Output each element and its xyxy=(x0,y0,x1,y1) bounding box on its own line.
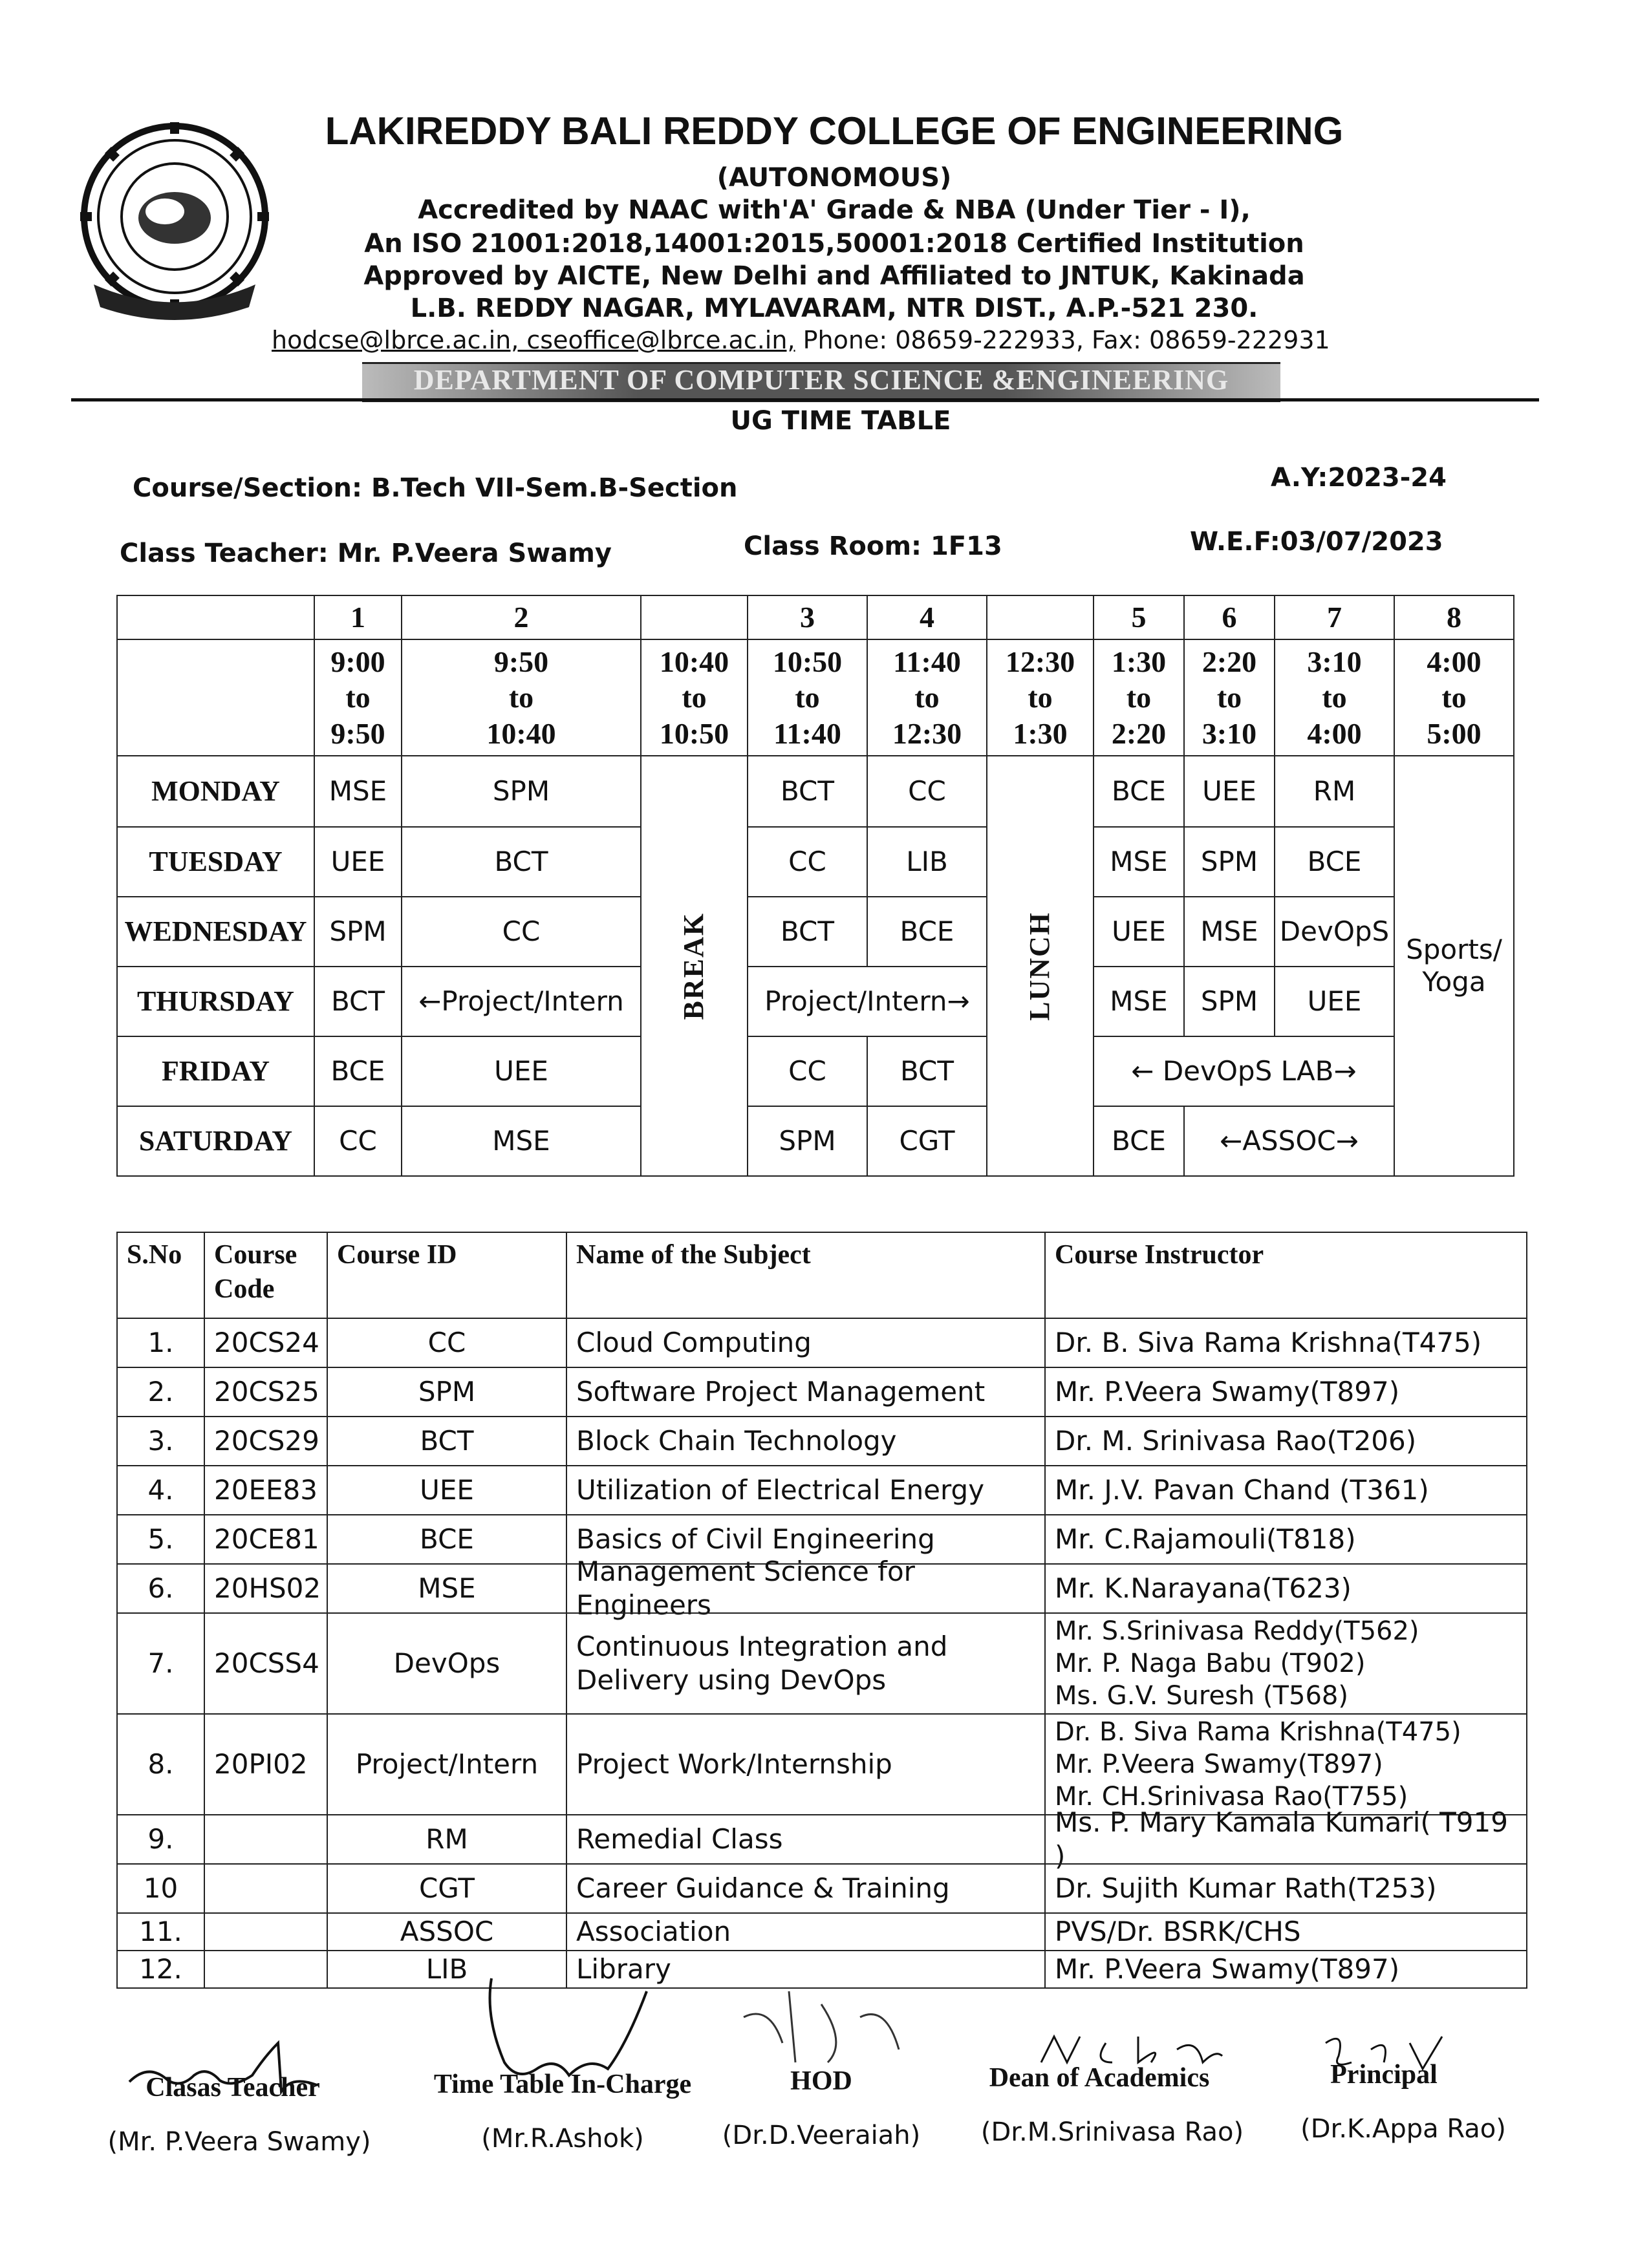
subject-instructor: PVS/Dr. BSRK/CHS xyxy=(1044,1912,1527,1951)
signature-name: (Mr. P.Veera Swamy) xyxy=(107,2127,371,2157)
timetable-slot: BCE xyxy=(1093,1106,1185,1177)
subject-id: CC xyxy=(327,1318,567,1368)
timetable-slot: ←Project/Intern xyxy=(401,966,641,1037)
timetable-slot: CGT xyxy=(867,1106,987,1177)
lunch-label: LUNCH xyxy=(1024,911,1056,1021)
timetable-slot: SPM xyxy=(1183,966,1275,1037)
header-instructor: Course Instructor xyxy=(1044,1232,1527,1319)
college-logo xyxy=(68,120,281,333)
subject-id: DevOps xyxy=(327,1612,567,1715)
header-rule xyxy=(71,398,1539,401)
timetable-slot: RM xyxy=(1274,755,1395,828)
period-number: 5 xyxy=(1093,595,1185,640)
subject-sno: 2. xyxy=(116,1367,205,1417)
subject-sno: 1. xyxy=(116,1318,205,1368)
break-label: BREAK xyxy=(678,912,710,1020)
address-line: L.B. REDDY NAGAR, MYLAVARAM, NTR DIST., A.P.-521 230. xyxy=(410,294,1258,323)
corner-cell-top xyxy=(116,595,315,640)
subject-name: Utilization of Electrical Energy xyxy=(566,1465,1046,1515)
day-label: TUESDAY xyxy=(116,826,315,897)
subject-sno: 7. xyxy=(116,1612,205,1715)
subject-code xyxy=(204,1814,328,1865)
subject-instructor: Dr. M. Srinivasa Rao(T206) xyxy=(1044,1416,1527,1466)
period-time: 11:40 to 12:30 xyxy=(867,639,987,756)
period-time: 1:30 to 2:20 xyxy=(1093,639,1185,756)
subject-instructor: Mr. S.Srinivasa Reddy(T562) Mr. P. Naga Babu (T902) Ms. G.V. Suresh (T568) xyxy=(1044,1612,1527,1715)
timetable-slot: BCT xyxy=(747,755,868,828)
subject-instructor: Mr. P.Veera Swamy(T897) xyxy=(1044,1950,1527,1989)
subject-instructor: Mr. J.V. Pavan Chand (T361) xyxy=(1044,1465,1527,1515)
timetable-slot: BCT xyxy=(747,896,868,967)
signature-title: Dean of Academics xyxy=(989,2063,1210,2093)
timetable-slot: UEE xyxy=(1093,896,1185,967)
subject-name: Association xyxy=(566,1912,1046,1951)
subject-sno: 4. xyxy=(116,1465,205,1515)
subject-code xyxy=(204,1863,328,1914)
subject-code: 20CSS4 xyxy=(204,1612,328,1715)
subject-name: Block Chain Technology xyxy=(566,1416,1046,1466)
timetable-slot: UEE xyxy=(401,1036,641,1107)
subject-sno: 11. xyxy=(116,1912,205,1951)
subject-id: BCT xyxy=(327,1416,567,1466)
timetable-slot: BCE xyxy=(1274,826,1395,897)
subject-id: BCE xyxy=(327,1514,567,1565)
iso-line: An ISO 21001:2018,14001:2015,50001:2018 Certified Institution xyxy=(364,229,1304,259)
subject-id: ASSOC xyxy=(327,1912,567,1951)
timetable-slot: SPM xyxy=(314,896,402,967)
subject-name: Project Work/Internship xyxy=(566,1713,1046,1815)
timetable-slot: SPM xyxy=(401,755,641,828)
lunch-column xyxy=(986,755,1094,1177)
subject-name: Remedial Class xyxy=(566,1814,1046,1865)
timetable-slot: MSE xyxy=(1093,966,1185,1037)
signature-title: Time Table In-Charge xyxy=(433,2070,692,2099)
subject-sno: 8. xyxy=(116,1713,205,1815)
subject-id: RM xyxy=(327,1814,567,1865)
timetable-slot: BCE xyxy=(314,1036,402,1107)
day-label: SATURDAY xyxy=(116,1106,315,1177)
header-sno: S.No xyxy=(116,1232,205,1319)
timetable-slot: BCE xyxy=(1093,755,1185,828)
timetable-slot: ←ASSOC→ xyxy=(1183,1106,1395,1177)
day-label: WEDNESDAY xyxy=(116,896,315,967)
period-number: 8 xyxy=(1394,595,1514,640)
signature-name: (Mr.R.Ashok) xyxy=(481,2124,644,2154)
contact-emails[interactable]: hodcse@lbrce.ac.in, cseoffice@lbrce.ac.in, xyxy=(272,326,795,354)
period-number: 6 xyxy=(1183,595,1275,640)
signature-name: (Dr.K.Appa Rao) xyxy=(1300,2114,1506,2144)
sports-yoga-cell: Sports/ Yoga xyxy=(1394,755,1514,1177)
subject-code xyxy=(204,1912,328,1951)
signature-title: Clasas Teacher xyxy=(146,2073,320,2102)
class-teacher: Class Teacher: Mr. P.Veera Swamy xyxy=(120,539,612,568)
subject-code xyxy=(204,1950,328,1989)
period-time: 3:10 to 4:00 xyxy=(1274,639,1395,756)
break-number-cell xyxy=(640,595,748,640)
timetable-slot: CC xyxy=(401,896,641,967)
timetable-slot: UEE xyxy=(1274,966,1395,1037)
subject-instructor: Mr. K.Narayana(T623) xyxy=(1044,1563,1527,1614)
subject-name: Management Science for Engineers xyxy=(566,1563,1046,1614)
signature-title: Principal xyxy=(1330,2060,1438,2090)
header-subject-name: Name of the Subject xyxy=(566,1232,1046,1319)
period-number: 3 xyxy=(747,595,868,640)
period-number: 2 xyxy=(401,595,641,640)
timetable-slot: Project/Intern→ xyxy=(747,966,987,1037)
subject-name: Library xyxy=(566,1950,1046,1989)
wef-date: W.E.F:03/07/2023 xyxy=(1190,527,1443,557)
timetable-slot: ← DevOpS LAB→ xyxy=(1093,1036,1395,1107)
contact-phone: Phone: 08659-222933, Fax: 08659-222931 xyxy=(795,326,1330,354)
timetable-slot: MSE xyxy=(401,1106,641,1177)
subject-sno: 6. xyxy=(116,1563,205,1614)
subject-sno: 3. xyxy=(116,1416,205,1466)
period-time: 9:50 to 10:40 xyxy=(401,639,641,756)
subject-id: Project/Intern xyxy=(327,1713,567,1815)
timetable-slot: CC xyxy=(747,826,868,897)
subject-instructor: Mr. P.Veera Swamy(T897) xyxy=(1044,1367,1527,1417)
timetable-slot: BCE xyxy=(867,896,987,967)
approval-line: Approved by AICTE, New Delhi and Affiliated to JNTUK, Kakinada xyxy=(363,261,1305,291)
subject-code: 20PI02 xyxy=(204,1713,328,1815)
timetable-slot: LIB xyxy=(867,826,987,897)
autonomous-label: (AUTONOMOUS) xyxy=(717,163,952,193)
subject-code: 20EE83 xyxy=(204,1465,328,1515)
day-label: MONDAY xyxy=(116,755,315,828)
subject-name: Career Guidance & Training xyxy=(566,1863,1046,1914)
signature-name: (Dr.D.Veeraiah) xyxy=(722,2121,921,2150)
timetable-slot: MSE xyxy=(1183,896,1275,967)
subject-instructor: Ms. P. Mary Kamala Kumari( T919 ) xyxy=(1044,1814,1527,1865)
course-section: Course/Section: B.Tech VII-Sem.B-Section xyxy=(133,473,738,503)
subject-code: 20CS29 xyxy=(204,1416,328,1466)
timetable-slot: SPM xyxy=(747,1106,868,1177)
subject-code: 20HS02 xyxy=(204,1563,328,1614)
header-course-id: Course ID xyxy=(327,1232,567,1319)
contact-line xyxy=(272,326,1339,354)
period-time: 9:00 to 9:50 xyxy=(314,639,402,756)
lunch-number-cell xyxy=(986,595,1094,640)
period-number: 7 xyxy=(1274,595,1395,640)
timetable-slot: MSE xyxy=(314,755,402,828)
subject-id: LIB xyxy=(327,1950,567,1989)
subject-sno: 10 xyxy=(116,1863,205,1914)
department-name: DEPARTMENT OF COMPUTER SCIENCE &ENGINEERING xyxy=(413,364,1229,396)
break-time: 10:40 to 10:50 xyxy=(640,639,748,756)
period-time: 10:50 to 11:40 xyxy=(747,639,868,756)
subject-instructor: Dr. B. Siva Rama Krishna(T475) Mr. P.Veera Swamy(T897) Mr. CH.Srinivasa Rao(T755) xyxy=(1044,1713,1527,1815)
period-time: 4:00 to 5:00 xyxy=(1394,639,1514,756)
class-room: Class Room: 1F13 xyxy=(744,531,1002,561)
college-name: LAKIREDDY BALI REDDY COLLEGE OF ENGINEERING xyxy=(325,109,1344,153)
subject-instructor: Dr. Sujith Kumar Rath(T253) xyxy=(1044,1863,1527,1914)
timetable-slot: UEE xyxy=(314,826,402,897)
document-title: UG TIME TABLE xyxy=(730,406,951,436)
day-label: THURSDAY xyxy=(116,966,315,1037)
subject-code: 20CS24 xyxy=(204,1318,328,1368)
subject-name: Cloud Computing xyxy=(566,1318,1046,1368)
hod-signature xyxy=(731,1978,925,2075)
corner-cell-bottom xyxy=(116,639,315,756)
signature-title: HOD xyxy=(790,2066,852,2096)
subject-name: Basics of Civil Engineering xyxy=(566,1514,1046,1565)
timetable-slot: CC xyxy=(314,1106,402,1177)
lunch-time: 12:30 to 1:30 xyxy=(986,639,1094,756)
timetable-slot: BCT xyxy=(314,966,402,1037)
subject-id: SPM xyxy=(327,1367,567,1417)
timetable-slot: UEE xyxy=(1183,755,1275,828)
break-column xyxy=(640,755,748,1177)
period-number: 1 xyxy=(314,595,402,640)
timetable-slot: CC xyxy=(867,755,987,828)
header-course-code: Course Code xyxy=(204,1232,328,1319)
subject-instructor: Dr. B. Siva Rama Krishna(T475) xyxy=(1044,1318,1527,1368)
timetable-slot: MSE xyxy=(1093,826,1185,897)
subject-code: 20CS25 xyxy=(204,1367,328,1417)
timetable-slot: DevOpS xyxy=(1274,896,1395,967)
day-label: FRIDAY xyxy=(116,1036,315,1107)
subject-id: MSE xyxy=(327,1563,567,1614)
timetable-slot: SPM xyxy=(1183,826,1275,897)
subject-name: Software Project Management xyxy=(566,1367,1046,1417)
timetable-slot: BCT xyxy=(867,1036,987,1107)
subject-code: 20CE81 xyxy=(204,1514,328,1565)
subject-instructor: Mr. C.Rajamouli(T818) xyxy=(1044,1514,1527,1565)
subject-sno: 12. xyxy=(116,1950,205,1989)
timetable-slot: BCT xyxy=(401,826,641,897)
subject-id: CGT xyxy=(327,1863,567,1914)
period-time: 2:20 to 3:10 xyxy=(1183,639,1275,756)
academic-year: A.Y:2023-24 xyxy=(1271,463,1447,493)
subject-sno: 5. xyxy=(116,1514,205,1565)
timetable-slot: CC xyxy=(747,1036,868,1107)
signature-name: (Dr.M.Srinivasa Rao) xyxy=(980,2117,1244,2147)
subject-sno: 9. xyxy=(116,1814,205,1865)
subject-id: UEE xyxy=(327,1465,567,1515)
subject-name: Continuous Integration and Delivery using DevOps xyxy=(566,1612,1046,1715)
accreditation-line: Accredited by NAAC with'A' Grade & NBA (Under Tier - I), xyxy=(418,195,1251,225)
period-number: 4 xyxy=(867,595,987,640)
